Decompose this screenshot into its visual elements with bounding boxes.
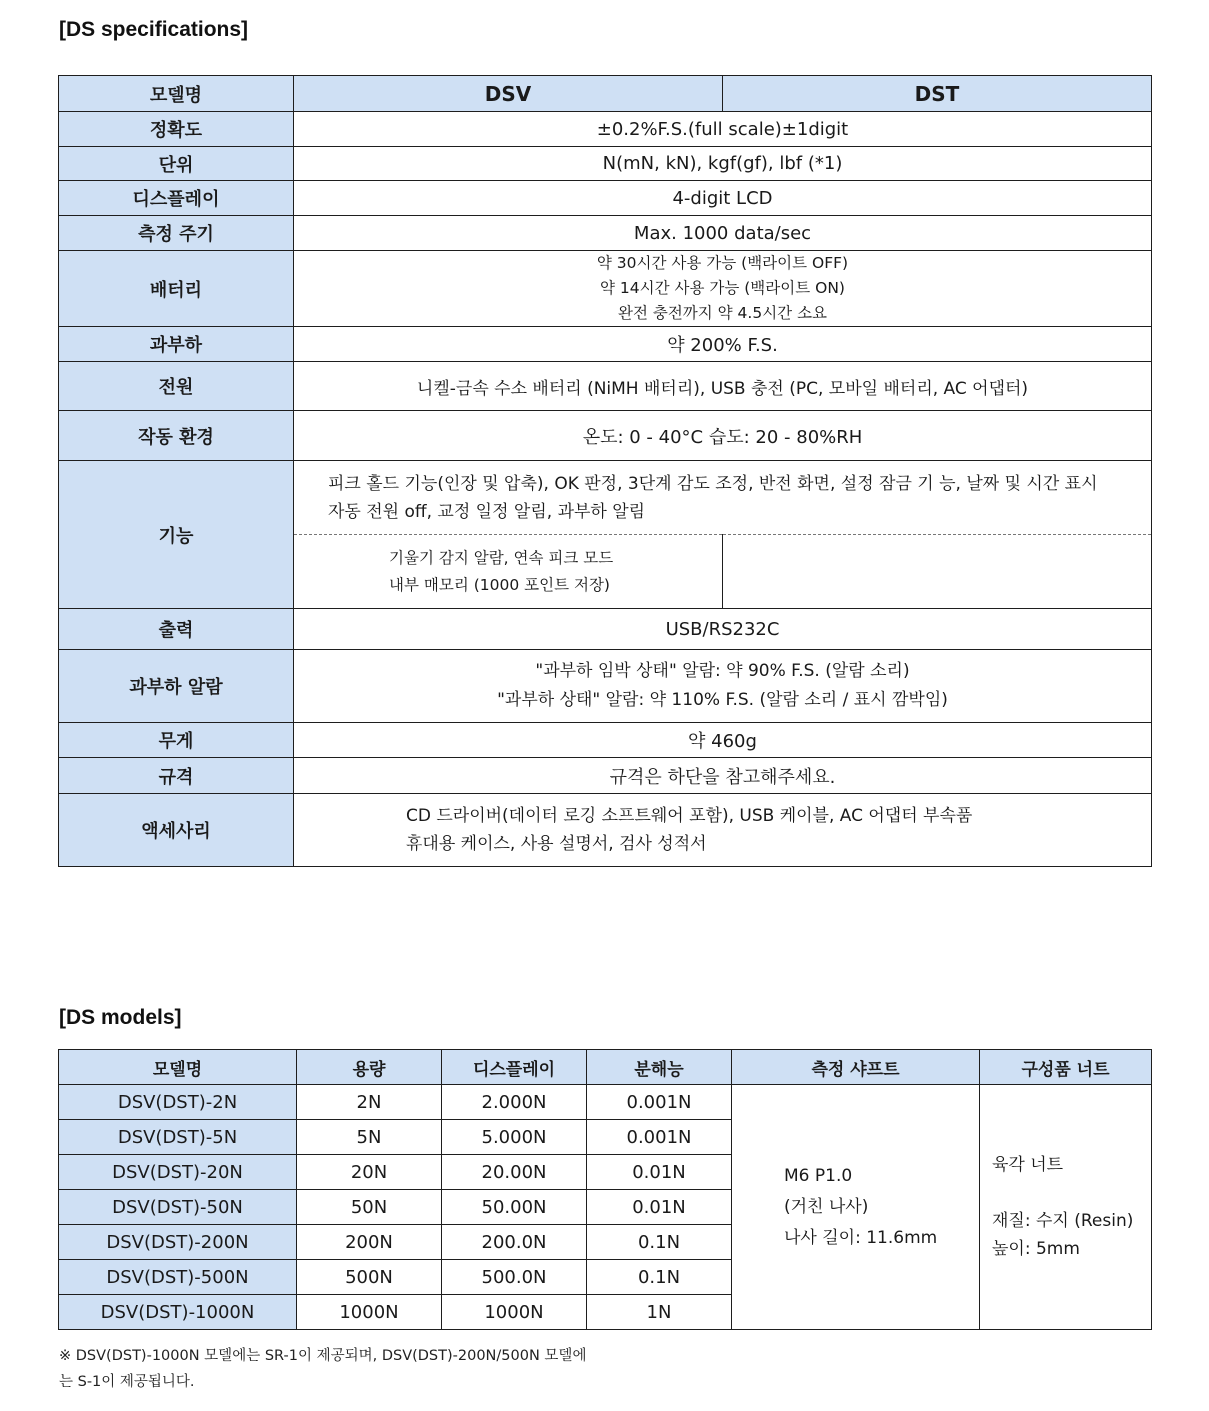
model-name: DSV(DST)-500N (59, 1260, 297, 1295)
overload-alarm-label: 과부하 알람 (59, 650, 294, 723)
nut-line: 육각 너트 (992, 1155, 1064, 1175)
battery-label: 배터리 (59, 251, 294, 327)
power-value: 니켈-금속 수소 배터리 (NiMH 배터리), USB 충전 (PC, 모바일 배터리, AC 어댑터) (294, 362, 1152, 411)
display-value: 4-digit LCD (294, 181, 1152, 216)
shaft-line: M6 P1.0 (784, 1165, 853, 1186)
shaft-line: (거친 나사) (784, 1196, 869, 1217)
models-heading: [DS models] (59, 1006, 182, 1029)
output-value: USB/RS232C (294, 609, 1152, 650)
display-reading: 2.000N (442, 1085, 587, 1120)
shaft-spec (732, 1085, 980, 1330)
weight-value: 약 460g (294, 723, 1152, 758)
spec-row-power (59, 362, 1152, 411)
resolution: 0.001N (587, 1120, 732, 1155)
resolution: 0.1N (587, 1225, 732, 1260)
spec-row-accuracy (59, 112, 1152, 147)
accessory-label: 액세사리 (59, 794, 294, 867)
accessory-line: 휴대용 케이스, 사용 설명서, 검사 성적서 (406, 834, 707, 854)
spec-row-battery (59, 251, 1152, 327)
env-value: 온도: 0 - 40°C 습도: 20 - 80%RH (294, 411, 1152, 461)
function-line: 자동 전원 off, 교정 일정 알림, 과부하 알림 (328, 501, 646, 522)
spec-table (58, 75, 1152, 867)
spec-row-output (59, 609, 1152, 650)
display-reading: 50.00N (442, 1190, 587, 1225)
capacity: 500N (297, 1260, 442, 1295)
env-label: 작동 환경 (59, 411, 294, 461)
col-nut: 구성품 너트 (980, 1050, 1152, 1085)
capacity: 1000N (297, 1295, 442, 1330)
nut-line: 높이: 5mm (992, 1239, 1080, 1259)
nut-spec (980, 1085, 1152, 1330)
display-reading: 200.0N (442, 1225, 587, 1260)
col-model: 모델명 (59, 1050, 297, 1085)
power-label: 전원 (59, 362, 294, 411)
resolution: 0.1N (587, 1260, 732, 1295)
capacity: 50N (297, 1190, 442, 1225)
overload-alarm-value (294, 650, 1152, 723)
function-dsv-line: 기울기 감지 알람, 연속 피크 모드 (389, 548, 614, 567)
display-reading: 500.0N (442, 1260, 587, 1295)
spec-row-overload (59, 327, 1152, 362)
spec-row-cycle (59, 216, 1152, 251)
spec-header-row (59, 76, 1152, 112)
spec-row-unit (59, 147, 1152, 181)
function-common (294, 461, 1152, 535)
overload-alarm-line: "과부하 임박 상태" 알람: 약 90% F.S. (알람 소리) (535, 661, 910, 681)
unit-value: N(mN, kN), kgf(gf), lbf (*1) (294, 147, 1152, 181)
spec-row-accessory (59, 794, 1152, 867)
col-shaft: 측정 샤프트 (732, 1050, 980, 1085)
accessory-line: CD 드라이버(데이터 로깅 소프트웨어 포함), USB 케이블, AC 어댑터 부속품 (406, 806, 973, 826)
standard-label: 규격 (59, 758, 294, 794)
accuracy-value: ±0.2%F.S.(full scale)±1digit (294, 112, 1152, 147)
function-dsv-line: 내부 매모리 (1000 포인트 저장) (389, 575, 610, 594)
nut-line: 재질: 수지 (Resin) (992, 1211, 1134, 1231)
footnote-line: ※ DSV(DST)-1000N 모델에는 SR-1이 제공되며, DSV(DST)-200N/500N 모델에 (59, 1348, 587, 1364)
models-header-row (59, 1050, 1152, 1085)
nut-spacer (992, 1179, 1151, 1207)
function-dsv (294, 535, 723, 609)
overload-label: 과부하 (59, 327, 294, 362)
spec-row-weight (59, 723, 1152, 758)
display-reading: 5.000N (442, 1120, 587, 1155)
spec-model-label: 모델명 (59, 76, 294, 112)
model-name: DSV(DST)-200N (59, 1225, 297, 1260)
col-capacity: 용량 (297, 1050, 442, 1085)
capacity: 200N (297, 1225, 442, 1260)
model-name: DSV(DST)-1000N (59, 1295, 297, 1330)
models-table (58, 1049, 1152, 1330)
model-name: DSV(DST)-50N (59, 1190, 297, 1225)
function-line: 피크 홀드 기능(인장 및 압축), OK 판정, 3단계 감도 조정, 반전 화면, 설정 잠금 기 능, 날짜 및 시간 표시 (328, 473, 1098, 494)
spec-heading: [DS specifications] (59, 18, 249, 41)
spec-row-display (59, 181, 1152, 216)
battery-line: 약 14시간 사용 가능 (백라이트 ON) (600, 279, 845, 297)
display-reading: 1000N (442, 1295, 587, 1330)
battery-line: 약 30시간 사용 가능 (백라이트 OFF) (596, 254, 849, 272)
spec-row-function (59, 461, 1152, 535)
overload-alarm-line: "과부하 상태" 알람: 약 110% F.S. (알람 소리 / 표시 깜박임) (497, 690, 948, 710)
output-label: 출력 (59, 609, 294, 650)
accessory-value (294, 794, 1152, 867)
col-resolution: 분해능 (587, 1050, 732, 1085)
spec-row-overload-alarm (59, 650, 1152, 723)
capacity: 20N (297, 1155, 442, 1190)
cycle-label: 측정 주기 (59, 216, 294, 251)
cycle-value: Max. 1000 data/sec (294, 216, 1152, 251)
footnote (59, 1343, 586, 1395)
battery-line: 완전 충전까지 약 4.5시간 소요 (617, 304, 828, 322)
model-name: DSV(DST)-2N (59, 1085, 297, 1120)
accuracy-label: 정확도 (59, 112, 294, 147)
resolution: 1N (587, 1295, 732, 1330)
capacity: 5N (297, 1120, 442, 1155)
spec-dst-header: DST (723, 76, 1152, 112)
unit-label: 단위 (59, 147, 294, 181)
weight-label: 무게 (59, 723, 294, 758)
model-name: DSV(DST)-5N (59, 1120, 297, 1155)
footnote-line: 는 S-1이 제공됩니다. (59, 1374, 195, 1390)
spec-row-env (59, 411, 1152, 461)
overload-value: 약 200% F.S. (294, 327, 1152, 362)
shaft-line: 나사 길이: 11.6mm (784, 1227, 938, 1248)
capacity: 2N (297, 1085, 442, 1120)
table-row (59, 1085, 1152, 1120)
display-reading: 20.00N (442, 1155, 587, 1190)
col-display: 디스플레이 (442, 1050, 587, 1085)
standard-value: 규격은 하단을 참고해주세요. (294, 758, 1152, 794)
spec-row-standard (59, 758, 1152, 794)
battery-value (294, 251, 1152, 327)
resolution: 0.001N (587, 1085, 732, 1120)
function-label: 기능 (59, 461, 294, 609)
model-name: DSV(DST)-20N (59, 1155, 297, 1190)
resolution: 0.01N (587, 1190, 732, 1225)
spec-dsv-header: DSV (294, 76, 723, 112)
resolution: 0.01N (587, 1155, 732, 1190)
function-dst (723, 535, 1152, 609)
display-label: 디스플레이 (59, 181, 294, 216)
